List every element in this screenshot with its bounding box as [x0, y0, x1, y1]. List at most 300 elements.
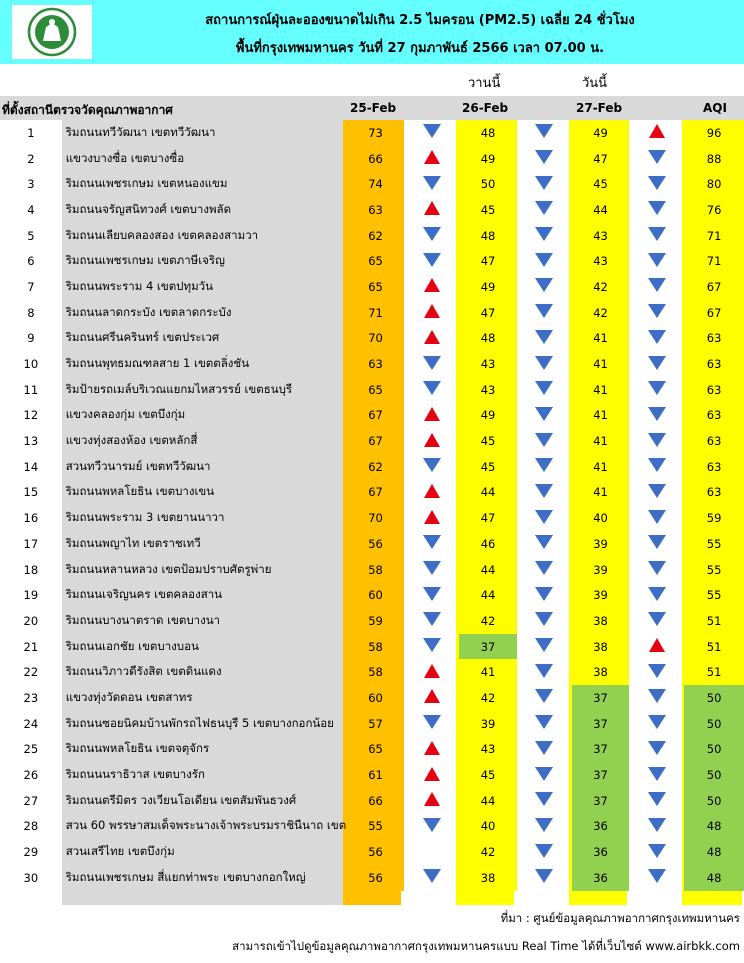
down-arrow-icon — [535, 792, 553, 806]
table-row — [0, 326, 744, 352]
trend-day3 — [629, 120, 684, 146]
up-arrow-icon — [424, 741, 440, 755]
pm25-day1: 56 — [347, 865, 405, 891]
down-arrow-icon — [423, 587, 441, 601]
pm25-day3: 40 — [572, 505, 630, 531]
down-arrow-icon — [535, 612, 553, 626]
up-arrow-icon — [424, 792, 440, 806]
trend-day3 — [629, 634, 684, 660]
trend-day2 — [517, 711, 572, 737]
aqi-value: 76 — [684, 197, 744, 223]
pm25-day2: 40 — [459, 814, 517, 840]
row-number: 12 — [23, 408, 39, 423]
pm25-day2: 45 — [459, 197, 517, 223]
down-arrow-icon — [648, 176, 666, 190]
pm25-day3: 42 — [572, 274, 630, 300]
station-location: ริมถนนจรัญสนิทวงศ์ เขตบางพลัด — [65, 201, 232, 216]
table-row — [0, 428, 744, 454]
pm25-day3: 41 — [572, 403, 630, 429]
pm25-day2: 49 — [459, 146, 517, 172]
page-title: สถานการณ์ฝุ่นละอองขนาดไม่เกิน 2.5 ไมครอน (PM2.5) เฉลี่ย 24 ชั่วโมง — [205, 13, 635, 28]
aqi-value: 50 — [684, 711, 744, 737]
trend-day2 — [517, 120, 572, 146]
trend-day1 — [404, 557, 459, 583]
row-number: 30 — [23, 870, 39, 885]
pm25-day1: 55 — [347, 814, 405, 840]
trend-day2 — [517, 223, 572, 249]
trend-day2 — [517, 248, 572, 274]
pm25-day3: 37 — [572, 762, 630, 788]
table-row — [0, 274, 744, 300]
down-arrow-icon — [535, 124, 553, 138]
trend-day2 — [517, 762, 572, 788]
pm25-day2: 48 — [459, 120, 517, 146]
trend-day2 — [517, 839, 572, 865]
trend-day1 — [404, 248, 459, 274]
table-row — [0, 608, 744, 634]
down-arrow-icon — [423, 381, 441, 395]
station-location: ริมถนนพหลโยธิน เขตจตุจักร — [65, 741, 210, 756]
trend-day2 — [517, 557, 572, 583]
down-arrow-icon — [648, 510, 666, 524]
trend-day1 — [404, 428, 459, 454]
trend-day2 — [517, 300, 572, 326]
trend-day3 — [629, 248, 684, 274]
trend-day1 — [404, 454, 459, 480]
trend-day1 — [404, 480, 459, 506]
trend-day2 — [517, 403, 572, 429]
up-arrow-icon — [424, 664, 440, 678]
pm25-table — [0, 120, 744, 891]
table-row — [0, 685, 744, 711]
aqi-value: 71 — [684, 248, 744, 274]
trend-day3 — [629, 711, 684, 737]
row-number: 8 — [27, 305, 35, 320]
down-arrow-icon — [648, 741, 666, 755]
down-arrow-icon — [423, 818, 441, 832]
trend-day2 — [517, 351, 572, 377]
trend-day1 — [404, 582, 459, 608]
up-arrow-icon — [649, 638, 665, 652]
table-row — [0, 634, 744, 660]
trend-day2 — [517, 197, 572, 223]
pm25-day1: 62 — [347, 454, 405, 480]
down-arrow-icon — [535, 664, 553, 678]
down-arrow-icon — [648, 458, 666, 472]
down-arrow-icon — [535, 638, 553, 652]
pm25-day2: 48 — [459, 326, 517, 352]
trend-day1 — [404, 711, 459, 737]
up-arrow-icon — [424, 407, 440, 421]
down-arrow-icon — [535, 484, 553, 498]
pm25-day1: 73 — [347, 120, 405, 146]
down-arrow-icon — [423, 869, 441, 883]
trend-day2 — [517, 377, 572, 403]
row-number: 25 — [23, 742, 39, 757]
down-arrow-icon — [535, 330, 553, 344]
trend-day1 — [404, 685, 459, 711]
table-row — [0, 582, 744, 608]
trend-day3 — [629, 300, 684, 326]
up-arrow-icon — [424, 484, 440, 498]
report-header — [0, 0, 744, 64]
aqi-value: 50 — [684, 737, 744, 763]
trend-day1 — [404, 146, 459, 172]
aqi-value: 51 — [684, 608, 744, 634]
pm25-day1: 58 — [347, 557, 405, 583]
pm25-day1: 58 — [347, 634, 405, 660]
up-arrow-icon — [424, 689, 440, 703]
aqi-value: 50 — [684, 685, 744, 711]
table-row — [0, 146, 744, 172]
table-row — [0, 737, 744, 763]
pm25-day2: 41 — [459, 659, 517, 685]
down-arrow-icon — [648, 227, 666, 241]
row-number: 22 — [23, 665, 39, 680]
down-arrow-icon — [648, 304, 666, 318]
down-arrow-icon — [535, 767, 553, 781]
table-row — [0, 711, 744, 737]
pm25-day1: 66 — [347, 146, 405, 172]
date2-header: 26-Feb — [462, 101, 509, 115]
station-location: ริมถนนเพชรเกษม สี่แยกท่าพระ เขตบางกอกใหญ่ — [65, 869, 306, 884]
down-arrow-icon — [535, 818, 553, 832]
pm25-day2: 44 — [459, 557, 517, 583]
bma-logo — [12, 5, 92, 59]
down-arrow-icon — [535, 253, 553, 267]
aqi-value: 50 — [684, 762, 744, 788]
down-arrow-icon — [535, 535, 553, 549]
row-number: 28 — [23, 819, 39, 834]
trend-day2 — [517, 171, 572, 197]
realtime-link-note: สามารถเข้าไปดูข้อมูลคุณภาพอากาศกรุงเทพมหานครแบบ Real Time ได้ที่เว็บไซต์ www.airbkk.com — [232, 939, 740, 953]
up-arrow-icon — [424, 767, 440, 781]
down-arrow-icon — [535, 381, 553, 395]
station-location: ริมถนนตรีมิตร วงเวียนโอเดียน เขตสัมพันธวงศ์ — [65, 792, 297, 807]
pm25-day1: 61 — [347, 762, 405, 788]
pm25-day1: 65 — [347, 737, 405, 763]
trend-day2 — [517, 634, 572, 660]
table-row — [0, 865, 744, 891]
station-location: แขวงทุ่งสองห้อง เขตหลักสี่ — [65, 433, 198, 448]
trend-day3 — [629, 480, 684, 506]
aqi-value: 55 — [684, 582, 744, 608]
aqi-value: 88 — [684, 146, 744, 172]
trend-day3 — [629, 737, 684, 763]
station-location: ริมถนนเจริญนคร เขตคลองสาน — [65, 587, 223, 602]
date3-header: 27-Feb — [576, 101, 623, 115]
station-location: แขวงทุ่งวัดดอน เขตสาทร — [65, 689, 193, 704]
trend-day1 — [404, 197, 459, 223]
trend-day1 — [404, 274, 459, 300]
date1-header: 25-Feb — [350, 101, 397, 115]
station-location: ริมถนนนราธิวาส เขตบางรัก — [65, 767, 206, 782]
aqi-value: 55 — [684, 557, 744, 583]
pm25-day3: 41 — [572, 454, 630, 480]
pm25-day3: 38 — [572, 608, 630, 634]
table-row — [0, 300, 744, 326]
pm25-day1: 74 — [347, 171, 405, 197]
down-arrow-icon — [535, 689, 553, 703]
pm25-day1: 67 — [347, 428, 405, 454]
down-arrow-icon — [535, 176, 553, 190]
row-number: 2 — [27, 151, 35, 166]
trend-day3 — [629, 274, 684, 300]
pm25-day1: 60 — [347, 582, 405, 608]
pm25-day2: 43 — [459, 377, 517, 403]
down-arrow-icon — [535, 407, 553, 421]
trend-day1 — [404, 505, 459, 531]
pm25-day1: 67 — [347, 403, 405, 429]
aqi-value: 48 — [684, 839, 744, 865]
trend-day1 — [404, 634, 459, 660]
pm25-day3: 38 — [572, 659, 630, 685]
table-row — [0, 377, 744, 403]
table-row — [0, 171, 744, 197]
trend-day2 — [517, 685, 572, 711]
pm25-day3: 36 — [572, 865, 630, 891]
station-location: ริมถนนศรีนครินทร์ เขตประเวศ — [65, 330, 220, 345]
row-number: 3 — [27, 177, 35, 192]
seal-icon — [12, 5, 92, 59]
pm25-day2: 38 — [459, 865, 517, 891]
station-location: ริมถนนซอยนิคมบ้านพักรถไฟธนบุรี 5 เขตบางกอกน้อย — [65, 715, 334, 730]
table-row — [0, 839, 744, 865]
pm25-day2: 43 — [459, 351, 517, 377]
down-arrow-icon — [648, 407, 666, 421]
row-number: 16 — [23, 511, 39, 526]
table-row — [0, 223, 744, 249]
aqi-value: 67 — [684, 300, 744, 326]
down-arrow-icon — [648, 433, 666, 447]
pm25-day2: 47 — [459, 505, 517, 531]
pm25-day3: 41 — [572, 377, 630, 403]
trend-day1 — [404, 326, 459, 352]
trend-day2 — [517, 737, 572, 763]
pm25-day1: 71 — [347, 300, 405, 326]
trend-day1 — [404, 608, 459, 634]
table-row — [0, 762, 744, 788]
trend-day3 — [629, 839, 684, 865]
row-number: 7 — [27, 279, 35, 294]
trend-day1 — [404, 403, 459, 429]
table-row — [0, 557, 744, 583]
aqi-value: 63 — [684, 377, 744, 403]
trend-day1 — [404, 737, 459, 763]
station-location: ริมถนนเลียบคลองสอง เขตคลองสามวา — [65, 227, 259, 242]
pm25-day3: 37 — [572, 685, 630, 711]
trend-day3 — [629, 223, 684, 249]
row-number: 4 — [27, 202, 35, 217]
trend-day2 — [517, 788, 572, 814]
down-arrow-icon — [648, 869, 666, 883]
pm25-day3: 38 — [572, 634, 630, 660]
aqi-value: 71 — [684, 223, 744, 249]
pm25-day1: 62 — [347, 223, 405, 249]
down-arrow-icon — [423, 638, 441, 652]
station-location: ริมถนนวิภาวดีรังสิต เขตดินแดง — [65, 664, 222, 679]
down-arrow-icon — [648, 587, 666, 601]
down-arrow-icon — [423, 715, 441, 729]
aqi-value: 63 — [684, 403, 744, 429]
station-location: ริมถนนพระราม 3 เขตยานนาวา — [65, 510, 225, 525]
table-row — [0, 531, 744, 557]
station-location: ริมถนนเพชรเกษม เขตภาษีเจริญ — [65, 253, 225, 268]
down-arrow-icon — [648, 535, 666, 549]
pm25-day3: 37 — [572, 711, 630, 737]
trend-day2 — [517, 608, 572, 634]
station-location: ริมถนนทวีวัฒนา เขตทวีวัฒนา — [65, 124, 216, 139]
table-row — [0, 814, 744, 840]
row-number: 17 — [23, 536, 39, 551]
down-arrow-icon — [423, 227, 441, 241]
up-arrow-icon — [424, 433, 440, 447]
row-number: 10 — [23, 357, 39, 372]
table-row — [0, 659, 744, 685]
down-arrow-icon — [535, 869, 553, 883]
trend-day3 — [629, 428, 684, 454]
pm25-day1: 56 — [347, 531, 405, 557]
aqi-value: 55 — [684, 531, 744, 557]
down-arrow-icon — [648, 201, 666, 215]
pm25-day3: 43 — [572, 223, 630, 249]
row-number: 26 — [23, 768, 39, 783]
trend-day1 — [404, 762, 459, 788]
pm25-day3: 39 — [572, 531, 630, 557]
down-arrow-icon — [648, 381, 666, 395]
pm25-day2: 45 — [459, 762, 517, 788]
row-number: 27 — [23, 793, 39, 808]
down-arrow-icon — [648, 356, 666, 370]
down-arrow-icon — [648, 253, 666, 267]
pm25-day1: 70 — [347, 505, 405, 531]
pm25-day3: 37 — [572, 788, 630, 814]
down-arrow-icon — [535, 510, 553, 524]
row-number: 19 — [23, 588, 39, 603]
trend-day3 — [629, 377, 684, 403]
station-location: ริมถนนพญาไท เขตราชเทวี — [65, 535, 201, 550]
trend-day1 — [404, 839, 459, 865]
station-location: ริมถนนพุทธมณฑลสาย 1 เขตตลิ่งชัน — [65, 356, 250, 371]
up-arrow-icon — [424, 278, 440, 292]
pm25-day3: 44 — [572, 197, 630, 223]
row-number: 9 — [27, 331, 35, 346]
down-arrow-icon — [535, 587, 553, 601]
down-arrow-icon — [423, 612, 441, 626]
trend-day1 — [404, 531, 459, 557]
aqi-value: 63 — [684, 454, 744, 480]
down-arrow-icon — [423, 253, 441, 267]
aqi-value: 63 — [684, 326, 744, 352]
aqi-value: 63 — [684, 480, 744, 506]
up-arrow-icon — [649, 124, 665, 138]
row-number: 23 — [23, 690, 39, 705]
pm25-day2: 39 — [459, 711, 517, 737]
pm25-day1: 66 — [347, 788, 405, 814]
station-location: สวนเสรีไทย เขตบึงกุ่ม — [65, 844, 175, 859]
down-arrow-icon — [648, 484, 666, 498]
pm25-day2: 49 — [459, 274, 517, 300]
row-number: 11 — [23, 382, 39, 397]
row-number: 24 — [23, 716, 39, 731]
pm25-day3: 49 — [572, 120, 630, 146]
pm25-day2: 49 — [459, 403, 517, 429]
station-location: ริมถนนพระราม 4 เขตปทุมวัน — [65, 278, 213, 293]
trend-day1 — [404, 300, 459, 326]
down-arrow-icon — [535, 715, 553, 729]
page-subtitle: พื้นที่กรุงเทพมหานคร วันที่ 27 กุมภาพันธ์ 2566 เวลา 07.00 น. — [235, 41, 605, 56]
down-arrow-icon — [535, 227, 553, 241]
trend-day3 — [629, 865, 684, 891]
station-location: ริมถนนลาดกระบัง เขตลาดกระบัง — [65, 304, 232, 319]
location-header: ที่ตั้งสถานีตรวจวัดคุณภาพอากาศ — [2, 103, 173, 117]
aqi-value: 48 — [684, 865, 744, 891]
trend-day2 — [517, 814, 572, 840]
pm25-day2: 42 — [459, 608, 517, 634]
trend-day1 — [404, 814, 459, 840]
down-arrow-icon — [648, 818, 666, 832]
pm25-day1: 67 — [347, 480, 405, 506]
trend-day2 — [517, 454, 572, 480]
table-row — [0, 454, 744, 480]
pm25-day2: 45 — [459, 428, 517, 454]
trend-day3 — [629, 146, 684, 172]
trend-day1 — [404, 659, 459, 685]
pm25-day2: 43 — [459, 737, 517, 763]
pm25-day2: 46 — [459, 531, 517, 557]
pm25-day2: 44 — [459, 788, 517, 814]
station-location: สวน 60 พรรษาสมเด็จพระนางเจ้าพระบรมราชินีนาถ เขต — [65, 818, 347, 833]
trend-day2 — [517, 428, 572, 454]
down-arrow-icon — [535, 741, 553, 755]
down-arrow-icon — [648, 792, 666, 806]
pm25-day3: 41 — [572, 480, 630, 506]
trend-day2 — [517, 274, 572, 300]
down-arrow-icon — [535, 561, 553, 575]
down-arrow-icon — [535, 433, 553, 447]
pm25-day2: 42 — [459, 685, 517, 711]
aqi-value: 67 — [684, 274, 744, 300]
pm25-day3: 41 — [572, 326, 630, 352]
trend-day3 — [629, 454, 684, 480]
row-number: 5 — [27, 228, 35, 243]
down-arrow-icon — [423, 561, 441, 575]
pm25-day3: 47 — [572, 146, 630, 172]
pm25-day2: 44 — [459, 480, 517, 506]
today-label: วันนี้ — [582, 76, 608, 91]
aqi-value: 80 — [684, 171, 744, 197]
down-arrow-icon — [535, 150, 553, 164]
down-arrow-icon — [535, 278, 553, 292]
trend-day3 — [629, 608, 684, 634]
aqi-value: 63 — [684, 351, 744, 377]
up-arrow-icon — [424, 330, 440, 344]
pm25-day3: 45 — [572, 171, 630, 197]
table-row — [0, 403, 744, 429]
down-arrow-icon — [648, 767, 666, 781]
pm25-day3: 36 — [572, 814, 630, 840]
pm25-day2: 47 — [459, 300, 517, 326]
down-arrow-icon — [423, 458, 441, 472]
station-location: ริมถนนเพชรเกษม เขตหนองแขม — [65, 176, 228, 191]
table-row — [0, 248, 744, 274]
row-number: 29 — [23, 845, 39, 860]
pm25-day3: 39 — [572, 557, 630, 583]
trend-day3 — [629, 505, 684, 531]
down-arrow-icon — [648, 278, 666, 292]
down-arrow-icon — [648, 844, 666, 858]
column-header — [0, 96, 744, 120]
